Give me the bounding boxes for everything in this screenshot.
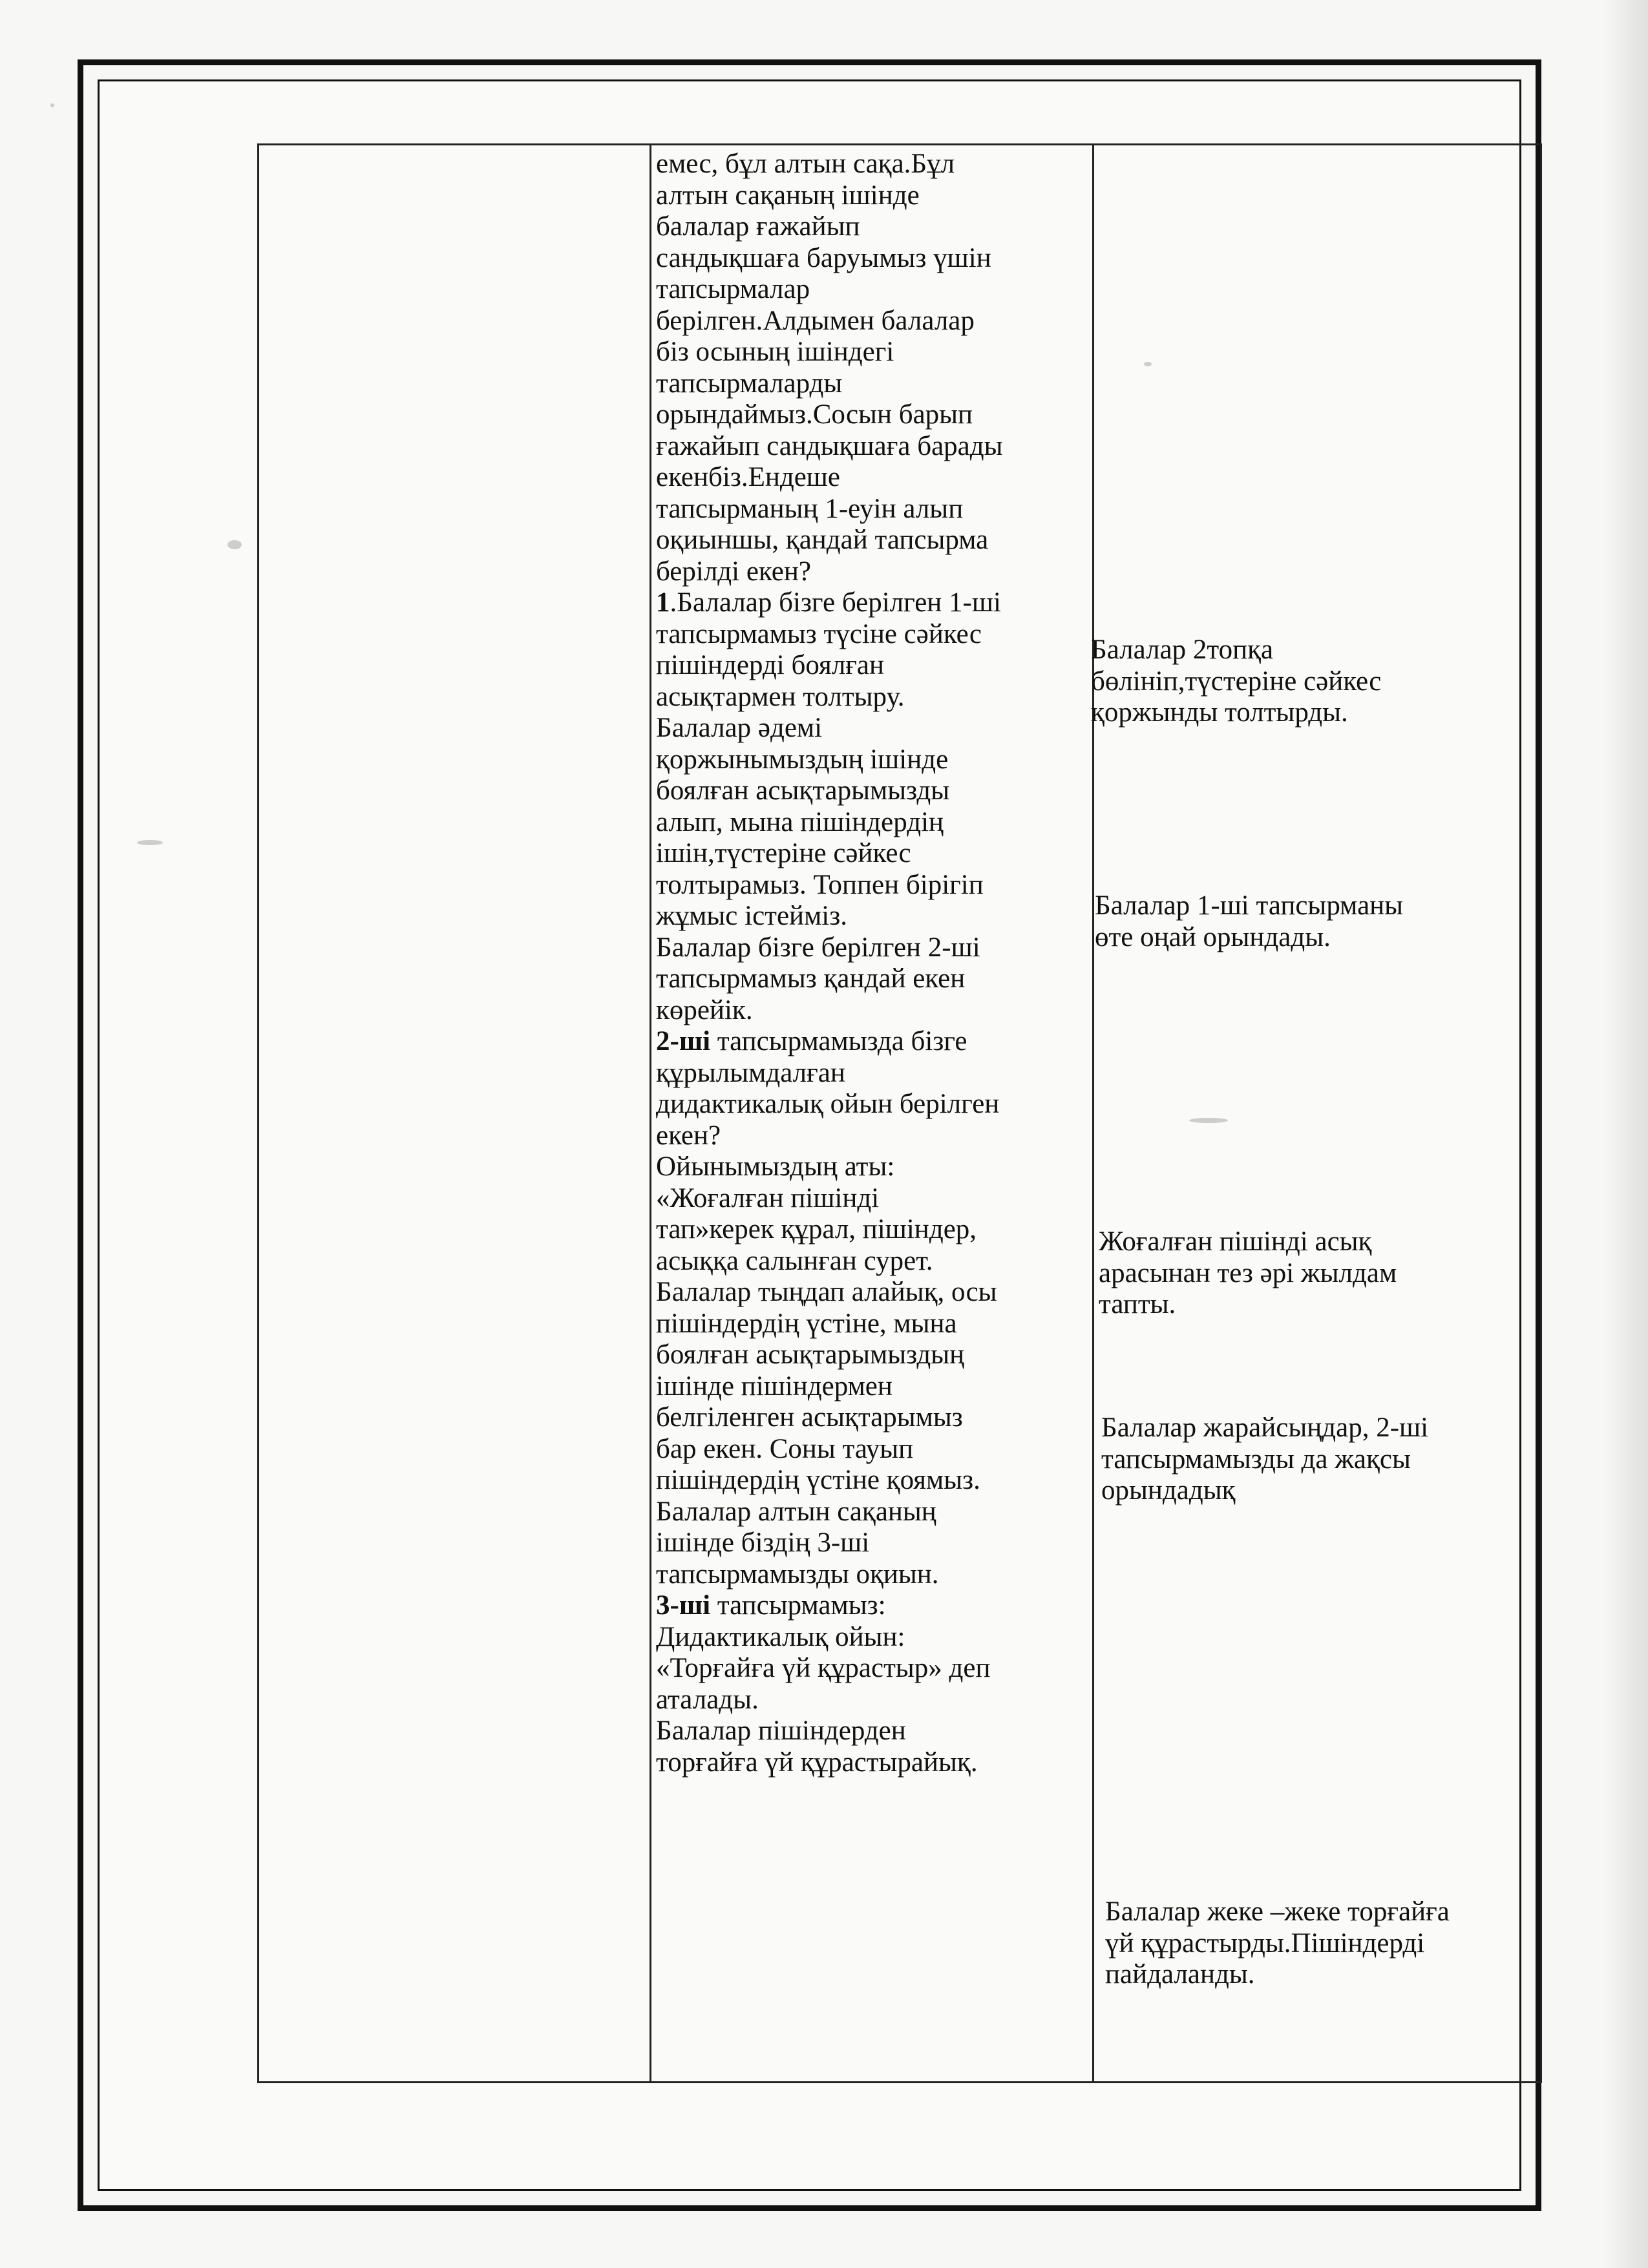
scan-speck — [1189, 1118, 1228, 1123]
mid-line: құрылымдалған — [656, 1057, 845, 1088]
mid-line: 2-ші тапсырмамызда бізге — [656, 1026, 967, 1056]
mid-line: пішіндердің үстіне қоямыз. — [656, 1465, 980, 1495]
mid-line: Балалар пішіндерден — [656, 1716, 906, 1746]
mid-line: емес, бұл алтын сақа.Бұл — [656, 149, 955, 179]
mid-line: алып, мына пішіндердің — [656, 806, 944, 837]
mid-line: боялған асықтарымызды — [656, 775, 950, 806]
mid-line: тапсырмамыз түсіне сәйкес — [656, 618, 982, 649]
mid-line: торғайға үй құрастырайық. — [656, 1747, 978, 1778]
mid-line: аталады. — [656, 1684, 759, 1715]
mid-line: екенбіз.Ендеше — [656, 462, 841, 492]
scan-speck — [137, 840, 163, 845]
mid-line: екен? — [656, 1120, 721, 1151]
mid-line: Дидактикалық ойын: — [656, 1621, 905, 1652]
task-number: 3-ші — [656, 1590, 711, 1621]
scan-edge-shadow — [1603, 0, 1648, 2268]
mid-line: ішін,түстеріне сәйкес — [656, 838, 911, 868]
mid-line: асықтармен толтыру. — [656, 681, 905, 712]
mid-line: Балалар алтын сақаның — [656, 1496, 936, 1527]
child-activity-block-1: Балалар 2топқа бөлініп,түстеріне сәйкес қоржынды толтырды. — [1091, 635, 1382, 728]
mid-line: бар екен. Соны тауып — [656, 1433, 914, 1464]
mid-line: ішінде біздің 3-ші — [656, 1528, 870, 1558]
table-column-right — [1092, 143, 1542, 2083]
mid-line: орындаймыз.Сосын барып — [656, 399, 973, 430]
mid-line: алтын сақаның ішінде — [656, 180, 920, 211]
mid-line: дидактикалық ойын берілген — [656, 1089, 1000, 1119]
mid-line: Балалар тыңдап алайық, осы — [656, 1277, 997, 1307]
mid-line: Ойынымыздың аты: — [656, 1151, 895, 1182]
scan-speck — [227, 540, 242, 549]
mid-line: асыққа салынған сурет. — [656, 1245, 933, 1276]
mid-line: көрейік. — [656, 994, 753, 1025]
mid-line: пішіндерді боялған — [656, 650, 885, 680]
mid-line: пішіндердің үстіне, мына — [656, 1308, 957, 1339]
child-activity-block-4: Балалар жарайсыңдар, 2-ші тапсырмамызды да жақсы орындадық — [1101, 1412, 1429, 1506]
child-activity-block-5: Балалар жеке –жеке торғайға үй құрастырды.Пішіндерді пайдаланды. — [1105, 1896, 1450, 1990]
mid-line: тап»керек құрал, пішіндер, — [656, 1214, 977, 1244]
mid-line: тапсырмаларды — [656, 368, 843, 399]
mid-line: 3-ші тапсырмамыз: — [656, 1590, 886, 1621]
mid-line: ішінде пішіндермен — [656, 1370, 893, 1402]
mid-line: балалар ғажайып — [656, 211, 860, 242]
mid-line: «Жоғалған пішінді — [656, 1182, 880, 1213]
child-activity-block-2: Балалар 1-ші тапсырманы өте оңай орындады. — [1095, 890, 1404, 952]
scan-speck — [50, 103, 54, 107]
child-activity-block-3: Жоғалған пішінді асық арасынан тез әрі жылдам тапты. — [1099, 1226, 1397, 1319]
mid-line: 1.Балалар бізге берілген 1-ші — [656, 587, 1001, 618]
mid-line: тапсырмамызды оқиын. — [656, 1559, 939, 1590]
mid-line: тапсырманың 1-еуін алып — [656, 493, 964, 524]
mid-line: Балалар әдемі — [656, 713, 823, 743]
mid-line: қоржынымыздың ішінде — [656, 744, 949, 775]
mid-line: Балалар бізге берілген 2-ші — [656, 932, 980, 963]
scan-speck — [1144, 362, 1152, 366]
mid-line: «Торғайға үй құрастыр» деп — [656, 1653, 991, 1683]
mid-line: толтырамыз. Топпен бірігіп — [656, 869, 984, 900]
mid-line: сандықшаға баруымыз үшін — [656, 242, 991, 273]
mid-line: берілген.Алдымен балалар — [656, 305, 975, 336]
mid-line: тапсырмамыз қандай екен — [656, 963, 966, 994]
mid-line: ғажайып сандықшаға барады — [656, 430, 1003, 461]
mid-line: жұмыс істейміз. — [656, 901, 847, 931]
mid-line: тапсырмалар — [656, 274, 810, 304]
task-number: 1 — [656, 587, 670, 618]
mid-line: боялған асықтарымыздың — [656, 1339, 965, 1370]
mid-line: белгіленген асықтарымыз — [656, 1402, 963, 1433]
task-number: 2-ші — [656, 1026, 711, 1056]
table-column-left — [257, 143, 651, 2083]
mid-line: біз осының ішіндегі — [656, 337, 894, 367]
mid-line: оқиыншы, қандай тапсырма — [656, 525, 989, 555]
teacher-activity-text — [656, 149, 1089, 1778]
mid-line: берілді екен? — [656, 556, 811, 587]
